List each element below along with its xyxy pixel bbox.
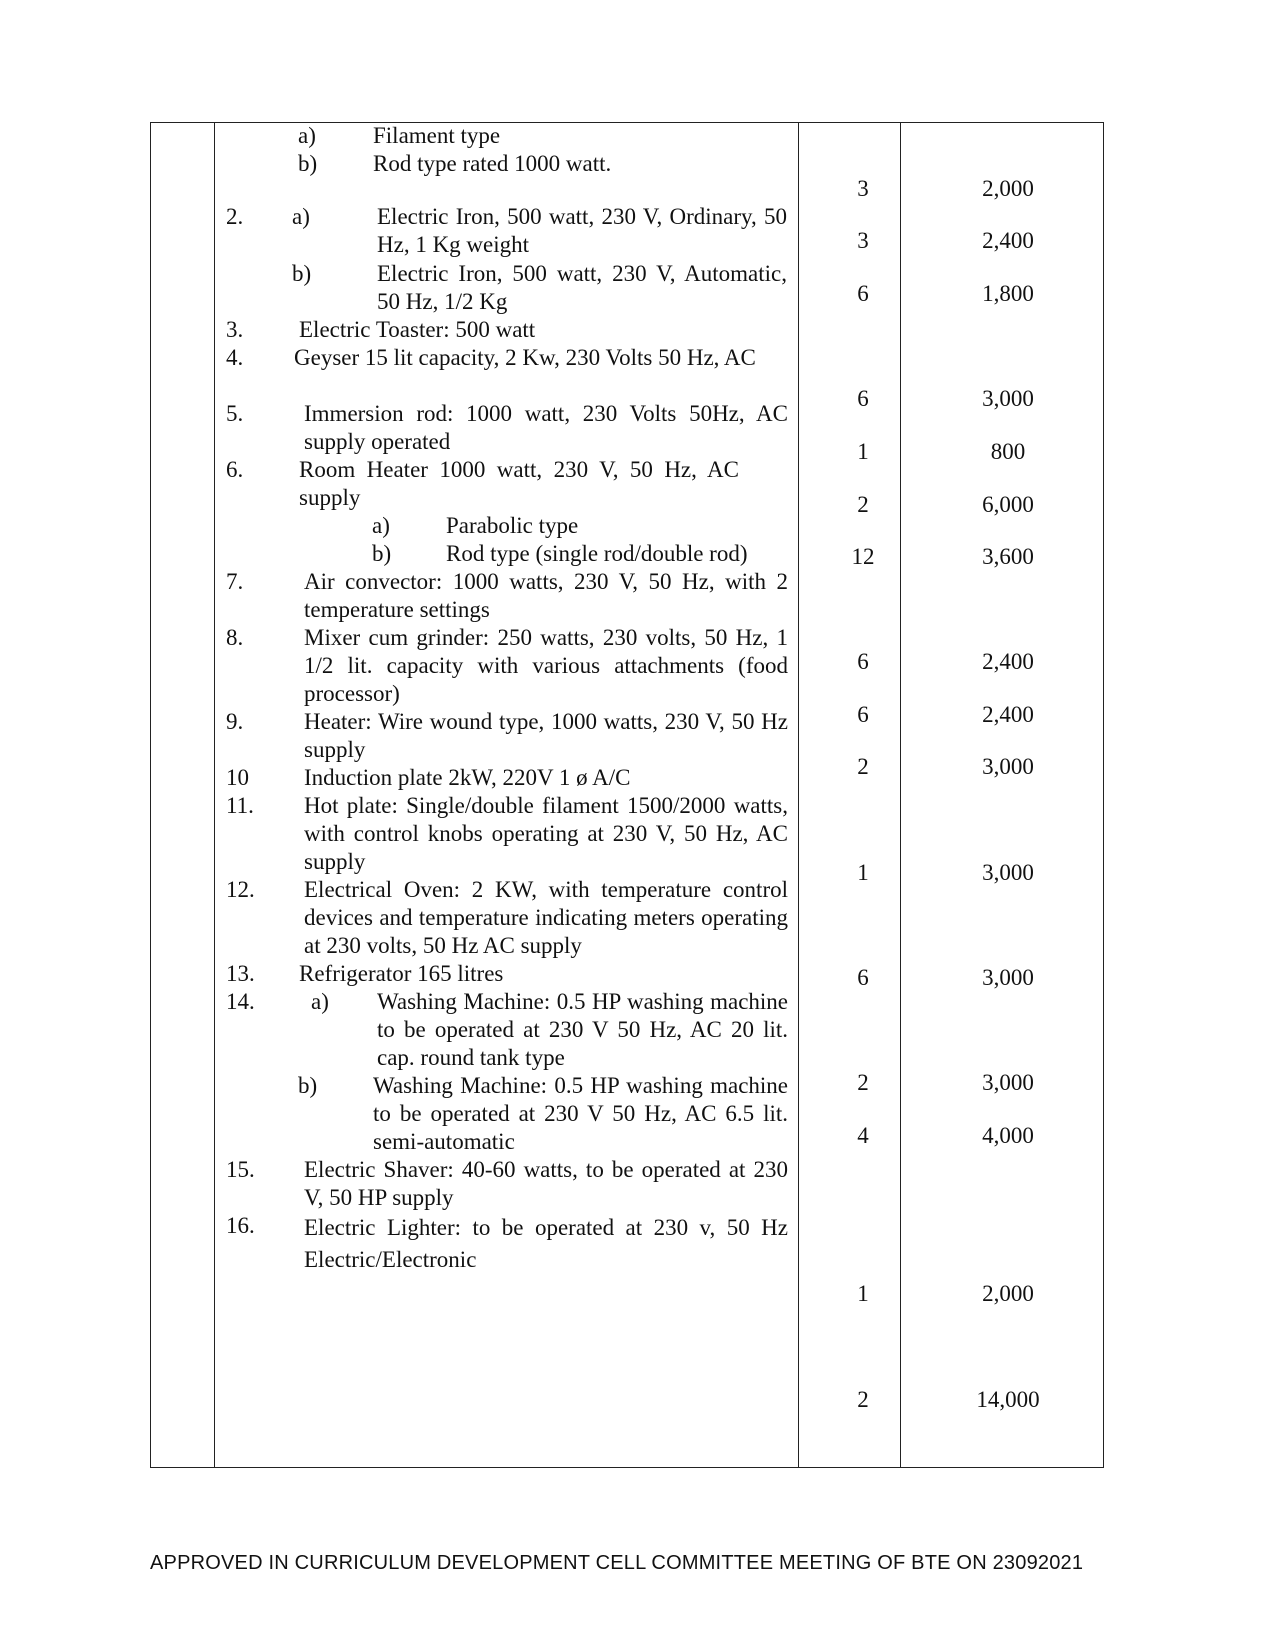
quantity-cell: 6 [857,281,869,306]
item-text: Electric Lighter: to be operated at 230 v, 50 Hz Electric/Electronic [304,1215,788,1272]
item-number: 16. [226,1213,255,1238]
item-text: Washing Machine: 0.5 HP washing machine to be operated at 230 V 50 Hz, AC 20 lit. cap. round tank type [377,989,788,1070]
item-number: 7. [226,569,244,594]
cost-cell: 2,400 [982,702,1034,727]
quantity-cell: 1 [857,860,869,885]
cost-cell: 1,800 [982,281,1034,306]
cost-cell: 14,000 [976,1387,1040,1412]
item-text: Room Heater 1000 watt, 230 V, 50 Hz, AC supply [299,457,739,510]
item-sub-label: b) [298,151,318,176]
item-number: 5. [226,401,244,426]
cost-cell: 2,000 [982,1281,1034,1306]
quantity-cell: 1 [857,439,869,464]
quantity-cell: 6 [857,649,869,674]
item-text: Geyser 15 lit capacity, 2 Kw, 230 Volts 50 Hz, AC [294,345,756,370]
quantity-cell: 4 [857,1123,869,1148]
item-number: 8. [226,625,244,650]
item-number: 12. [226,877,255,902]
quantity-cell: 1 [857,1281,869,1306]
cost-cell: 4,000 [982,1123,1034,1148]
column-divider [798,122,799,1468]
item-text: Electrical Oven: 2 KW, with temperature control devices and temperature indicating meters operating at 230 volts, 50 Hz AC supply [304,877,788,958]
item-text: Rod type (single rod/double rod) [446,541,748,566]
cost-cell: 2,400 [982,649,1034,674]
item-number: 10 [226,765,249,790]
quantity-cell: 3 [857,228,869,253]
cost-cell: 2,000 [982,176,1034,201]
item-text: Electric Toaster: 500 watt [299,317,536,342]
item-text: Air convector: 1000 watts, 230 V, 50 Hz, with 2 temperature settings [304,569,788,622]
item-sub-label: a) [292,204,310,229]
cost-cell: 3,000 [982,386,1034,411]
item-number: 9. [226,709,244,734]
item-sub-label: b) [372,541,392,566]
item-number: 2. [226,204,244,229]
item-text: Rod type rated 1000 watt. [373,151,612,176]
quantity-cell: 6 [857,965,869,990]
item-text: Induction plate 2kW, 220V 1 ø A/C [304,765,631,790]
page-footer: APPROVED IN CURRICULUM DEVELOPMENT CELL COMMITTEE MEETING OF BTE ON 23092021 [150,1552,1084,1574]
item-text: Parabolic type [446,513,579,538]
item-text: Heater: Wire wound type, 1000 watts, 230 V, 50 Hz supply [304,709,788,762]
item-sub-label: a) [372,513,390,538]
cost-cell: 3,000 [982,754,1034,779]
item-sub-label: b) [292,261,312,286]
cost-cell: 2,400 [982,228,1034,253]
item-text: Electric Iron, 500 watt, 230 V, Automatic, 50 Hz, 1/2 Kg [377,261,787,314]
column-divider [900,122,901,1468]
item-text: Immersion rod: 1000 watt, 230 Volts 50Hz, AC supply operated [304,401,788,454]
quantity-cell: 2 [857,754,869,779]
quantity-cell: 3 [857,176,869,201]
item-text: Electric Shaver: 40-60 watts, to be operated at 230 V, 50 HP supply [304,1157,788,1210]
item-number: 15. [226,1157,255,1182]
cost-cell: 800 [990,439,1026,464]
cost-cell: 3,000 [982,860,1034,885]
quantity-cell: 12 [851,544,875,569]
item-text: Filament type [373,123,501,148]
item-text: Hot plate: Single/double filament 1500/2000 watts, with control knobs operating at 230 V, 50 Hz, AC supply [304,793,788,874]
item-number: 6. [226,457,244,482]
item-sub-label: a) [311,989,329,1014]
quantity-cell: 2 [857,1387,869,1412]
item-text: Mixer cum grinder: 250 watts, 230 volts, 50 Hz, 1 1/2 lit. capacity with various attachments (food processor) [304,625,788,706]
item-number: 14. [226,989,255,1014]
item-number: 4. [226,345,244,370]
item-sub-label: a) [298,123,316,148]
item-number: 3. [226,317,244,342]
cost-cell: 3,600 [982,544,1034,569]
quantity-cell: 2 [857,1070,869,1095]
item-text: Electric Iron, 500 watt, 230 V, Ordinary, 50 Hz, 1 Kg weight [377,204,787,257]
cost-cell: 3,000 [982,965,1034,990]
item-number: 11. [226,793,254,818]
item-text: Refrigerator 165 litres [299,961,504,986]
cost-cell: 3,000 [982,1070,1034,1095]
cost-cell: 6,000 [982,492,1034,517]
item-sub-label: b) [298,1073,318,1098]
column-divider [214,122,215,1468]
quantity-cell: 2 [857,492,869,517]
quantity-cell: 6 [857,702,869,727]
item-text: Washing Machine: 0.5 HP washing machine to be operated at 230 V 50 Hz, AC 6.5 lit. semi-automatic [373,1073,788,1154]
quantity-cell: 6 [857,386,869,411]
item-number: 13. [226,961,255,986]
